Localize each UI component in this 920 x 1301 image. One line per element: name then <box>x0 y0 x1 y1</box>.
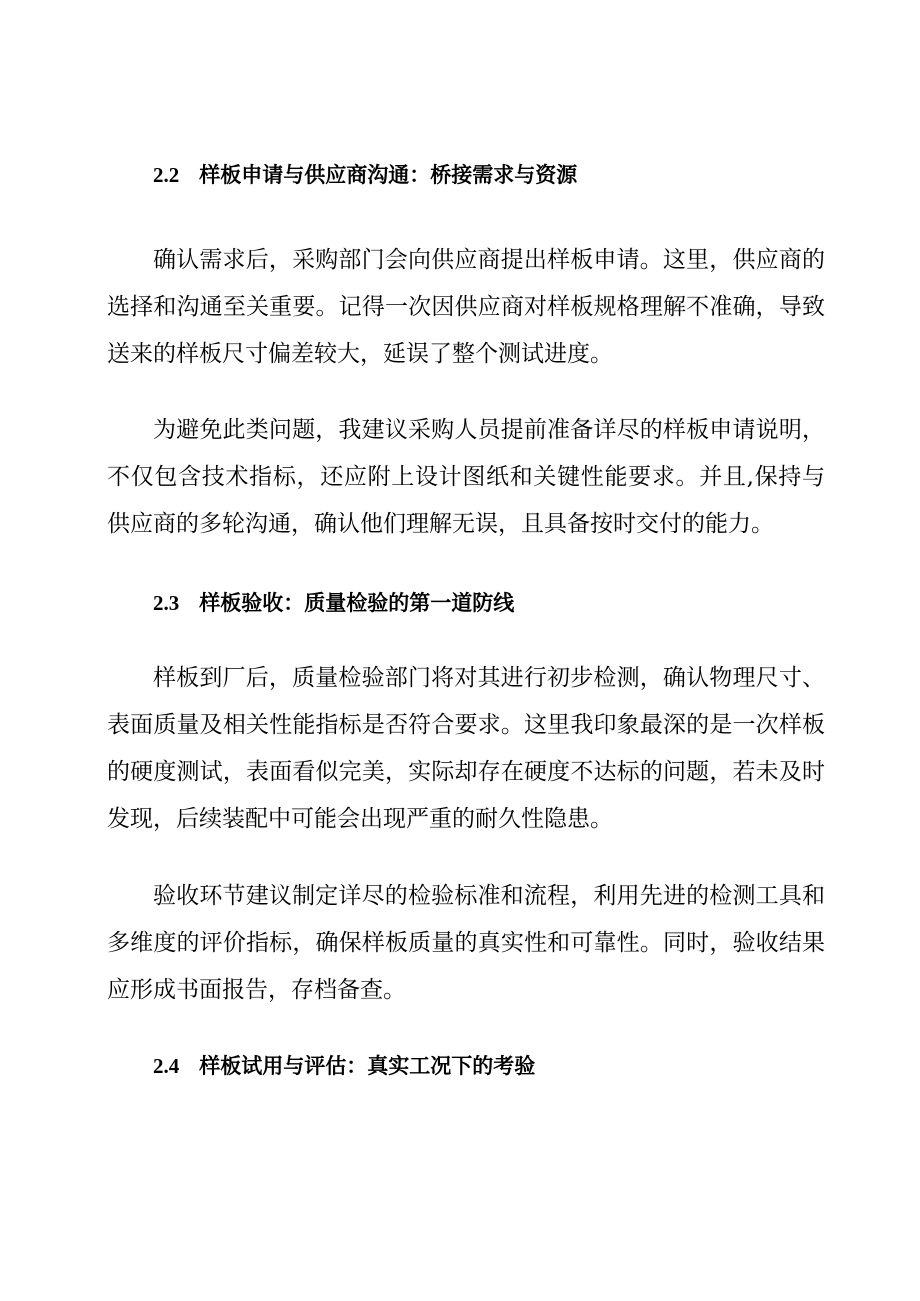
section-number: 2.3 <box>153 591 180 615</box>
paragraph-2-2-1: 确认需求后，采购部门会向供应商提出样板申请。这里，供应商的选择和沟通至关重要。记得一次因供应商对样板规格理解不准确，导致送来的样板尺寸偏差较大，延误了整个测试进度。 <box>107 247 825 367</box>
section-heading-2-4 <box>153 1051 535 1081</box>
section-number: 2.4 <box>153 1054 180 1078</box>
section-heading-2-2 <box>153 160 577 190</box>
paragraph-2-3-2: 验收环节建议制定详尽的检验标准和流程，利用先进的检测工具和多维度的评价指标，确保样板质量的真实性和可靠性。同时，验收结果应形成书面报告，存档备查。 <box>107 883 825 1003</box>
section-title: 样板申请与供应商沟通：桥接需求与资源 <box>199 162 578 187</box>
paragraph-2-2-2: 为避免此类问题，我建议采购人员提前准备详尽的样板申请说明，不仅包含技术指标，还应附上设计图纸和关键性能要求。并且,保持与供应商的多轮沟通，确认他们理解无误，且具备按时交付的能力。 <box>107 417 825 537</box>
section-title: 样板试用与评估：真实工况下的考验 <box>199 1053 536 1078</box>
section-title: 样板验收：质量检验的第一道防线 <box>199 590 515 615</box>
section-heading-2-3 <box>153 588 514 618</box>
section-number: 2.2 <box>153 163 180 187</box>
paragraph-2-3-1: 样板到厂后，质量检验部门将对其进行初步检测，确认物理尺寸、表面质量及相关性能指标是否符合要求。这里我印象最深的是一次样板的硬度测试，表面看似完美，实际却存在硬度不达标的问题，若未及时发现，后续装配中可能会出现严重的耐久性隐患。 <box>107 665 825 832</box>
